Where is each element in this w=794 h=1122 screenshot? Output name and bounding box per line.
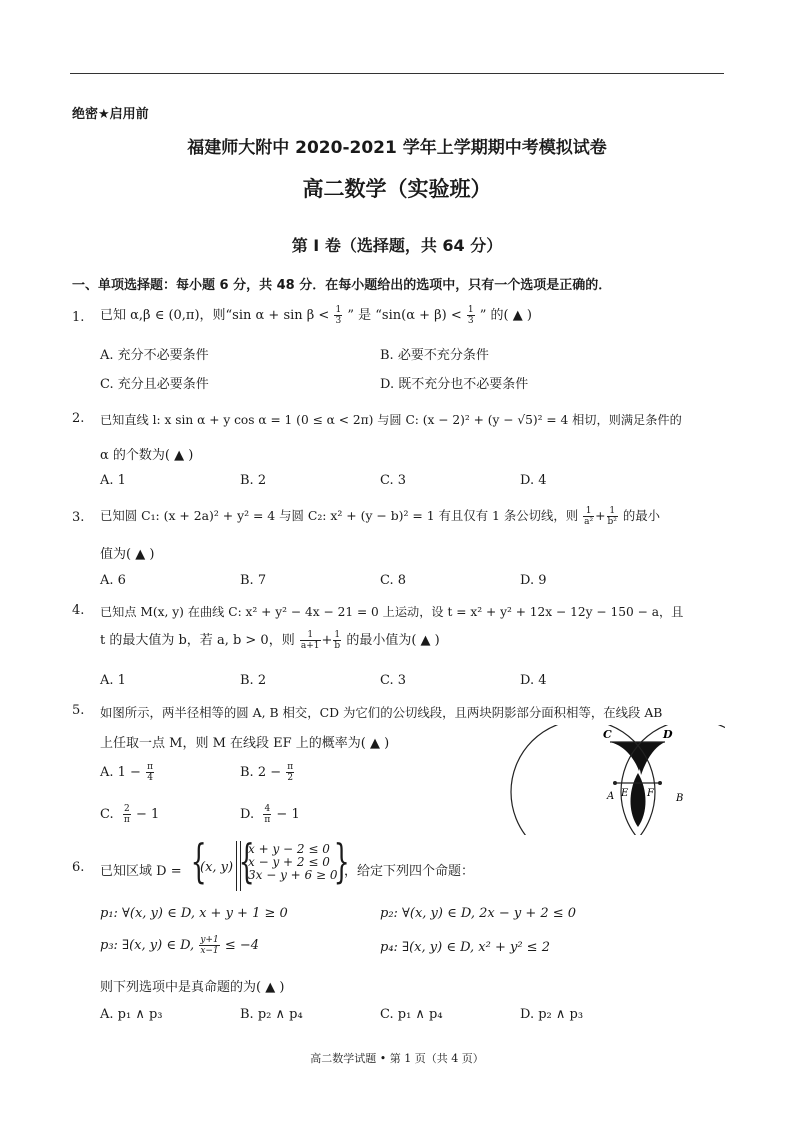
q6-number: 6.: [72, 860, 85, 875]
q5-option-b-frac: [286, 762, 294, 783]
q5-option-c: [100, 804, 159, 826]
q1-option-c: C. 充分且必要条件: [100, 377, 209, 392]
two-circles-figure: [500, 725, 725, 835]
q3-frac-2: [607, 506, 618, 527]
q6-constraint-1: x + y − 2 ≤ 0: [248, 842, 330, 856]
q1-frac-1-num: 1: [335, 305, 342, 315]
q3-line-1a: 已知圆 C₁: (x + 2a)² + y² = 4 与圆 C₂: x² + (y − b)² = 1 有且仅有 1 条公切线，则: [100, 508, 579, 523]
q3-line-2: 值为( ▲ ): [100, 547, 155, 562]
q5-option-c-tail: − 1: [135, 807, 160, 822]
q1-frac-1: [334, 305, 342, 326]
q3-option-d: D. 9: [520, 573, 547, 588]
q2-number: 2.: [72, 411, 85, 426]
q6-outer-brace-right: }: [333, 834, 350, 888]
q5-option-b-den: 2: [287, 773, 294, 783]
q6-p3: [100, 934, 259, 958]
q5-option-a: [100, 762, 155, 784]
q5-option-a-text: A. 1 −: [100, 765, 141, 780]
q1-option-d: D. 既不充分也不必要条件: [380, 377, 529, 392]
q6-ask: 则下列选项中是真命题的为( ▲ ): [100, 980, 285, 995]
q3-line-1b: 的最小: [622, 508, 661, 523]
q6-constraint-3: 3x − y + 6 ≥ 0: [248, 868, 338, 882]
q4-number: 4.: [72, 603, 85, 618]
q6-outer-brace-left: {: [190, 834, 207, 888]
q5-option-d-tail: − 1: [276, 807, 300, 822]
q5-option-b-text: B. 2 −: [240, 765, 282, 780]
q6-p3-b: ≤ −4: [224, 938, 260, 953]
q1-number: 1.: [72, 310, 85, 325]
q6-option-d: D. p₂ ∧ p₃: [520, 1007, 584, 1022]
label-c: C: [603, 728, 612, 741]
part-heading: 第 I 卷（选择题，共 64 分）: [291, 236, 503, 255]
q3-frac-2-den: b²: [607, 517, 617, 527]
q1-stem-b: ” 是 “sin(α + β) <: [347, 308, 462, 323]
q2-option-a: A. 1: [100, 473, 126, 488]
q6-p3-frac: [199, 935, 219, 956]
point-a: [613, 781, 617, 785]
q6-constraint-2: x − y + 2 ≤ 0: [248, 855, 330, 869]
q2-line-2: α 的个数为( ▲ ): [100, 448, 194, 463]
q1-frac-1-den: 3: [335, 316, 342, 326]
q5-option-d-frac: [263, 804, 271, 825]
q6-option-c: C. p₁ ∧ p₄: [380, 1007, 443, 1022]
q6-p4: p₄: ∃(x, y) ∈ D, x² + y² ≤ 2: [380, 940, 550, 955]
q5-option-c-den: π: [123, 815, 130, 825]
q4-frac-1-num: 1: [300, 630, 321, 641]
q3-option-a: A. 6: [100, 573, 126, 588]
q4-line-2b: 的最小值为( ▲ ): [346, 633, 440, 648]
q6-p2: p₂: ∀(x, y) ∈ D, 2x − y + 2 ≤ 0: [380, 906, 577, 921]
q5-option-c-num: 2: [123, 804, 130, 814]
q5-line-1: 如图所示，两半径相等的圆 A, B 相交，CD 为它们的公切线段，且两块阴影部分面积相等，在线段 AB: [100, 705, 663, 720]
q1-stem-c: ” 的( ▲ ): [479, 308, 532, 323]
point-b: [658, 781, 662, 785]
q1-frac-2-num: 1: [467, 305, 474, 315]
q4-plus: +: [321, 633, 333, 648]
q5-option-a-num: π: [147, 762, 154, 772]
confidential-mark: 绝密★启用前: [72, 107, 149, 122]
q6-inner-brace: {: [238, 834, 255, 888]
q1-frac-2: [467, 305, 475, 326]
q4-frac-1: [300, 630, 321, 651]
q1-frac-2-den: 3: [467, 316, 474, 326]
exam-subtitle: 高二数学（实验班）: [302, 177, 492, 201]
q6-option-a: A. p₁ ∧ p₃: [100, 1007, 163, 1022]
q6-lead: 已知区域 D =: [100, 864, 182, 879]
q2-option-d: D. 4: [520, 473, 547, 488]
q2-option-b: B. 2: [240, 473, 267, 488]
q6-tail: ，给定下列四个命题：: [344, 864, 475, 879]
q4-option-c: C. 3: [380, 673, 407, 688]
q5-option-c-text: C.: [100, 807, 114, 822]
q6-p3-num: y+1: [200, 935, 219, 945]
q3-plus: +: [595, 508, 606, 523]
q6-p3-den: x−1: [200, 946, 219, 956]
q4-line-2a: t 的最大值为 b，若 a, b > 0，则: [100, 633, 295, 648]
q4-frac-1-den: a+1: [300, 641, 320, 651]
q3-frac-1-den: a²: [584, 517, 594, 527]
q1-stem: [100, 305, 532, 327]
q5-option-d-text: D.: [240, 807, 255, 822]
q1-option-a: A. 充分不必要条件: [100, 348, 209, 363]
q5-option-a-den: 4: [147, 773, 153, 783]
label-e: E: [621, 788, 629, 799]
q4-line-1: 已知点 M(x, y) 在曲线 C: x² + y² − 4x − 21 = 0 上运动，设 t = x² + y² + 12x − 12y − 150 − a，且: [100, 605, 684, 619]
q6-constraints: [248, 843, 338, 882]
q3-option-c: C. 8: [380, 573, 407, 588]
q5-option-d: [240, 804, 300, 826]
q5-option-a-frac: [146, 762, 154, 783]
q4-frac-2-den: b: [334, 641, 341, 651]
q3-line-1: [100, 505, 660, 527]
q4-option-b: B. 2: [240, 673, 267, 688]
q6-p3-a: p₃: ∃(x, y) ∈ D,: [100, 938, 195, 953]
q5-option-c-frac: [123, 804, 131, 825]
q1-stem-a: 已知 α,β ∈ (0,π)，则“sin α + sin β <: [100, 308, 330, 323]
q4-frac-2-num: 1: [334, 630, 341, 640]
q6-option-b: B. p₂ ∧ p₄: [240, 1007, 303, 1022]
q3-frac-2-num: 1: [607, 506, 618, 517]
header-rule: [70, 73, 724, 74]
q5-option-d-den: π: [264, 815, 271, 825]
label-a: A: [607, 791, 615, 802]
label-f: F: [647, 788, 654, 799]
page-footer: 高二数学试题 • 第 1 页（共 4 页）: [310, 1052, 484, 1065]
q4-line-2: [100, 630, 440, 652]
q3-option-b: B. 7: [240, 573, 267, 588]
label-d: D: [663, 728, 673, 741]
q4-option-d: D. 4: [520, 673, 547, 688]
exam-title: 福建师大附中 2020-2021 学年上学期期中考模拟试卷: [187, 138, 607, 158]
q1-option-b: B. 必要不充分条件: [380, 348, 489, 363]
q3-number: 3.: [72, 510, 85, 525]
q3-frac-1-num: 1: [583, 506, 594, 517]
q5-line-2: 上任取一点 M，则 M 在线段 EF 上的概率为( ▲ ): [100, 736, 390, 751]
section-heading: 一、单项选择题：每小题 6 分，共 48 分．在每小题给出的选项中，只有一个选项是正确的．: [72, 278, 612, 293]
q4-frac-2: [333, 630, 341, 651]
q5-number: 5.: [72, 703, 85, 718]
q6-set-var: (x, y): [200, 860, 234, 875]
q4-option-a: A. 1: [100, 673, 126, 688]
q2-line-1: 已知直线 l: x sin α + y cos α = 1 (0 ≤ α < 2π) 与圆 C: (x − 2)² + (y − √5)² = 4 相切，则满足条件的: [100, 413, 682, 427]
q6-p1: p₁: ∀(x, y) ∈ D, x + y + 1 ≥ 0: [100, 906, 288, 921]
q3-frac-1: [583, 506, 594, 527]
q2-option-c: C. 3: [380, 473, 407, 488]
q5-option-b: [240, 762, 295, 784]
lens-shaded-region: [631, 773, 646, 827]
q5-option-d-num: 4: [264, 804, 271, 814]
q5-option-b-num: π: [287, 762, 294, 772]
label-b: B: [676, 793, 684, 804]
